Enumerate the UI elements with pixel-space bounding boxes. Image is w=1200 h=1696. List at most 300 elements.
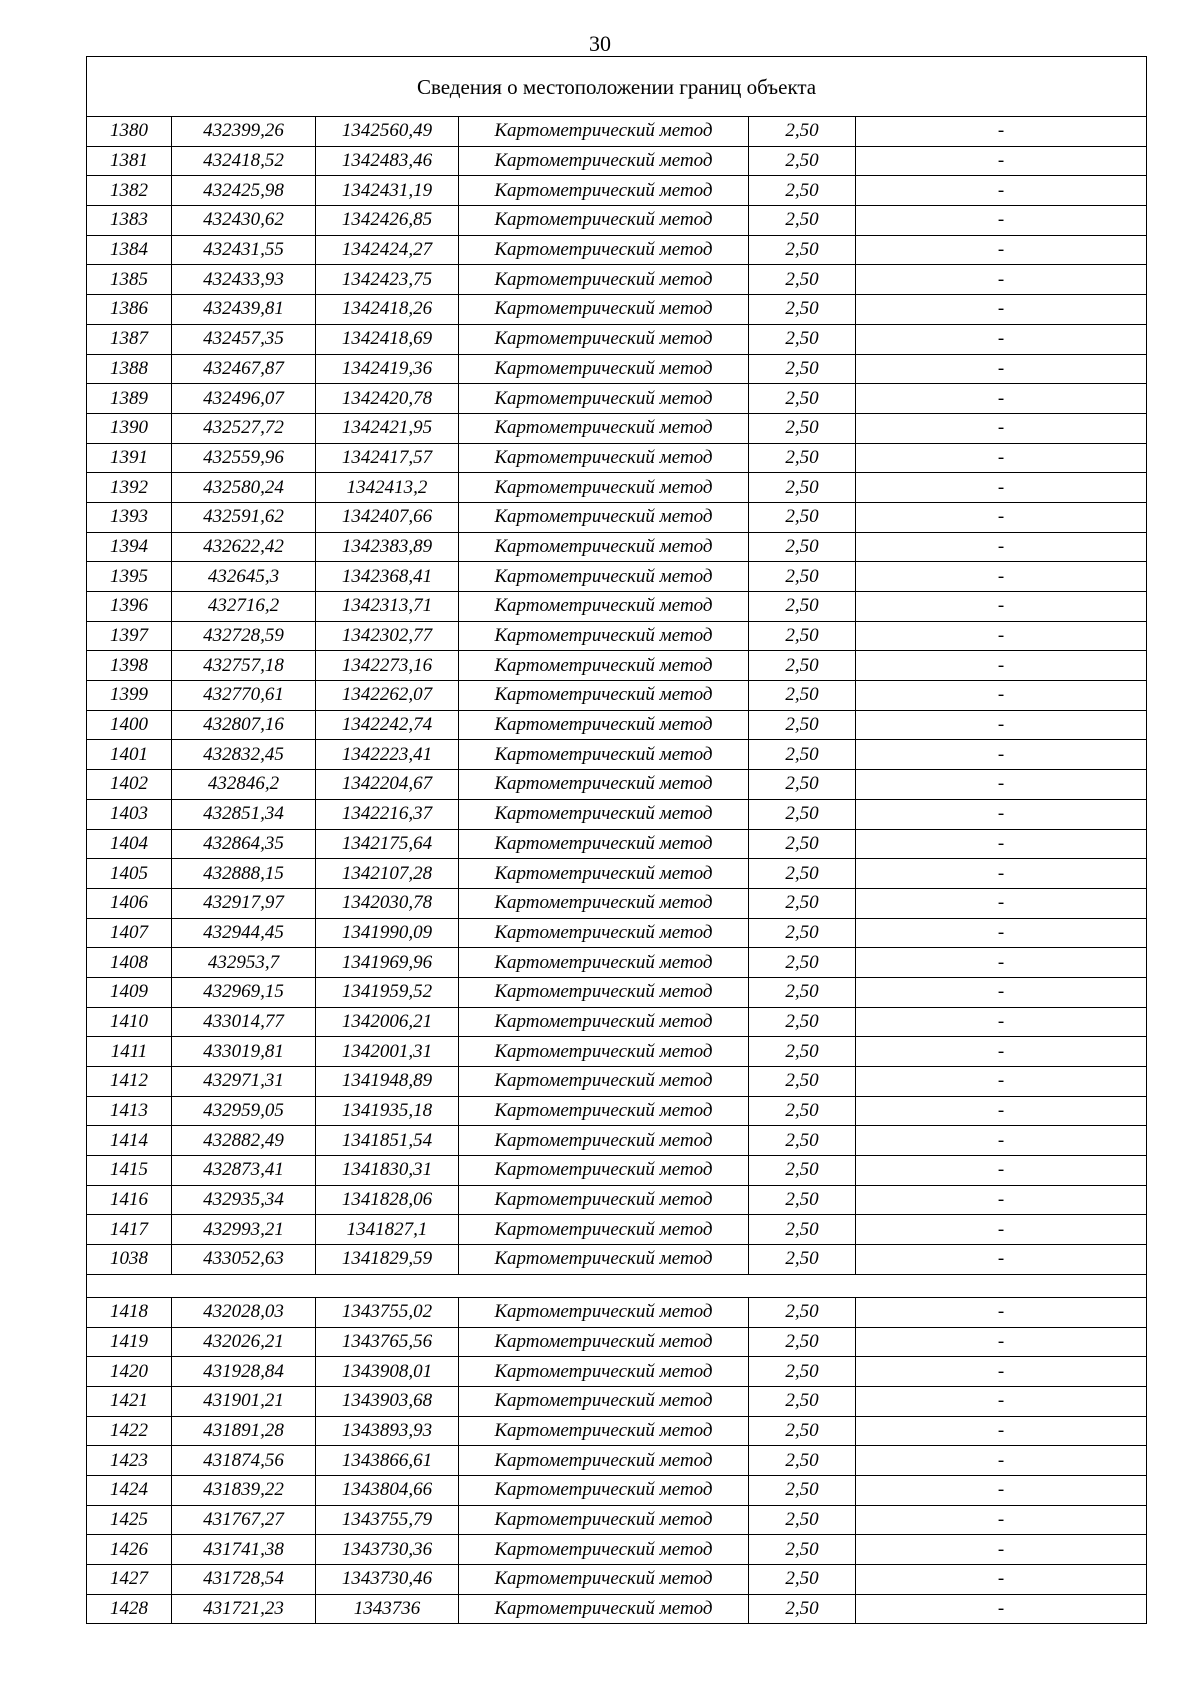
point-number-cell: 1392 (87, 473, 172, 503)
y-coordinate-cell: 1341990,09 (316, 918, 459, 948)
description-cell: - (856, 1357, 1147, 1387)
table-title: Сведения о местоположении границ объекта (87, 57, 1147, 117)
x-coordinate-cell: 432716,2 (172, 592, 316, 622)
x-coordinate-cell: 432431,55 (172, 235, 316, 265)
method-cell: Картометрический метод (459, 740, 749, 770)
accuracy-cell: 2,50 (749, 1505, 856, 1535)
x-coordinate-cell: 431767,27 (172, 1505, 316, 1535)
accuracy-cell: 2,50 (749, 829, 856, 859)
x-coordinate-cell: 431901,21 (172, 1386, 316, 1416)
description-cell: - (856, 621, 1147, 651)
method-cell: Картометрический метод (459, 176, 749, 206)
method-cell: Картометрический метод (459, 473, 749, 503)
table-row (87, 859, 1147, 889)
description-cell: - (856, 1156, 1147, 1186)
description-cell: - (856, 770, 1147, 800)
accuracy-cell: 2,50 (749, 265, 856, 295)
accuracy-cell: 2,50 (749, 1594, 856, 1624)
table-row (87, 413, 1147, 443)
x-coordinate-cell: 432832,45 (172, 740, 316, 770)
x-coordinate-cell: 433014,77 (172, 1007, 316, 1037)
method-cell: Картометрический метод (459, 1475, 749, 1505)
table-row (87, 948, 1147, 978)
description-cell: - (856, 413, 1147, 443)
accuracy-cell: 2,50 (749, 859, 856, 889)
accuracy-cell: 2,50 (749, 532, 856, 562)
point-number-cell: 1402 (87, 770, 172, 800)
x-coordinate-cell: 432559,96 (172, 443, 316, 473)
x-coordinate-cell: 432622,42 (172, 532, 316, 562)
y-coordinate-cell: 1342560,49 (316, 117, 459, 147)
point-number-cell: 1400 (87, 710, 172, 740)
accuracy-cell: 2,50 (749, 1007, 856, 1037)
y-coordinate-cell: 1342431,19 (316, 176, 459, 206)
y-coordinate-cell: 1342483,46 (316, 146, 459, 176)
description-cell: - (856, 1565, 1147, 1595)
page-number: 30 (589, 31, 611, 56)
point-number-cell: 1393 (87, 502, 172, 532)
table-row (87, 206, 1147, 236)
table-header-row (87, 57, 1147, 117)
y-coordinate-cell: 1341948,89 (316, 1067, 459, 1097)
point-number-cell: 1382 (87, 176, 172, 206)
y-coordinate-cell: 1342204,67 (316, 770, 459, 800)
boundary-coordinates-table (86, 56, 1147, 1624)
table-row (87, 1594, 1147, 1624)
method-cell: Картометрический метод (459, 1505, 749, 1535)
accuracy-cell: 2,50 (749, 384, 856, 414)
x-coordinate-cell: 431728,54 (172, 1565, 316, 1595)
table-row (87, 1245, 1147, 1275)
table-row (87, 324, 1147, 354)
description-cell: - (856, 1297, 1147, 1327)
y-coordinate-cell: 1341827,1 (316, 1215, 459, 1245)
table-row (87, 354, 1147, 384)
method-cell: Картометрический метод (459, 859, 749, 889)
table-row (87, 384, 1147, 414)
table-row (87, 1126, 1147, 1156)
point-number-cell: 1389 (87, 384, 172, 414)
method-cell: Картометрический метод (459, 888, 749, 918)
method-cell: Картометрический метод (459, 1096, 749, 1126)
method-cell: Картометрический метод (459, 918, 749, 948)
description-cell: - (856, 918, 1147, 948)
y-coordinate-cell: 1342418,69 (316, 324, 459, 354)
point-number-cell: 1385 (87, 265, 172, 295)
y-coordinate-cell: 1342413,2 (316, 473, 459, 503)
section-separator-cell (87, 1274, 1147, 1297)
table-row (87, 799, 1147, 829)
description-cell: - (856, 1594, 1147, 1624)
accuracy-cell: 2,50 (749, 562, 856, 592)
point-number-cell: 1424 (87, 1475, 172, 1505)
accuracy-cell: 2,50 (749, 1386, 856, 1416)
y-coordinate-cell: 1341959,52 (316, 977, 459, 1007)
table-row (87, 235, 1147, 265)
method-cell: Картометрический метод (459, 621, 749, 651)
accuracy-cell: 2,50 (749, 740, 856, 770)
point-number-cell: 1415 (87, 1156, 172, 1186)
y-coordinate-cell: 1342426,85 (316, 206, 459, 236)
table-row (87, 1297, 1147, 1327)
table-row (87, 1475, 1147, 1505)
table-row (87, 1446, 1147, 1476)
method-cell: Картометрический метод (459, 592, 749, 622)
y-coordinate-cell: 1341829,59 (316, 1245, 459, 1275)
y-coordinate-cell: 1341935,18 (316, 1096, 459, 1126)
method-cell: Картометрический метод (459, 977, 749, 1007)
description-cell: - (856, 1185, 1147, 1215)
x-coordinate-cell: 432807,16 (172, 710, 316, 740)
y-coordinate-cell: 1343736 (316, 1594, 459, 1624)
accuracy-cell: 2,50 (749, 651, 856, 681)
method-cell: Картометрический метод (459, 354, 749, 384)
point-number-cell: 1388 (87, 354, 172, 384)
description-cell: - (856, 562, 1147, 592)
table-row (87, 1185, 1147, 1215)
accuracy-cell: 2,50 (749, 324, 856, 354)
point-number-cell: 1422 (87, 1416, 172, 1446)
x-coordinate-cell: 432917,97 (172, 888, 316, 918)
method-cell: Картометрический метод (459, 562, 749, 592)
y-coordinate-cell: 1343765,56 (316, 1327, 459, 1357)
table-row (87, 710, 1147, 740)
table-row (87, 265, 1147, 295)
description-cell: - (856, 1327, 1147, 1357)
x-coordinate-cell: 433052,63 (172, 1245, 316, 1275)
point-number-cell: 1419 (87, 1327, 172, 1357)
accuracy-cell: 2,50 (749, 235, 856, 265)
y-coordinate-cell: 1342407,66 (316, 502, 459, 532)
y-coordinate-cell: 1343804,66 (316, 1475, 459, 1505)
y-coordinate-cell: 1342418,26 (316, 295, 459, 325)
accuracy-cell: 2,50 (749, 1067, 856, 1097)
method-cell: Картометрический метод (459, 1386, 749, 1416)
accuracy-cell: 2,50 (749, 295, 856, 325)
description-cell: - (856, 888, 1147, 918)
point-number-cell: 1418 (87, 1297, 172, 1327)
accuracy-cell: 2,50 (749, 948, 856, 978)
x-coordinate-cell: 432969,15 (172, 977, 316, 1007)
table-row (87, 651, 1147, 681)
point-number-cell: 1390 (87, 413, 172, 443)
method-cell: Картометрический метод (459, 948, 749, 978)
point-number-cell: 1410 (87, 1007, 172, 1037)
description-cell: - (856, 532, 1147, 562)
point-number-cell: 1380 (87, 117, 172, 147)
method-cell: Картометрический метод (459, 146, 749, 176)
accuracy-cell: 2,50 (749, 117, 856, 147)
y-coordinate-cell: 1342223,41 (316, 740, 459, 770)
method-cell: Картометрический метод (459, 1446, 749, 1476)
point-number-cell: 1399 (87, 681, 172, 711)
point-number-cell: 1408 (87, 948, 172, 978)
description-cell: - (856, 681, 1147, 711)
accuracy-cell: 2,50 (749, 621, 856, 651)
description-cell: - (856, 176, 1147, 206)
method-cell: Картометрический метод (459, 1007, 749, 1037)
method-cell: Картометрический метод (459, 265, 749, 295)
x-coordinate-cell: 431721,23 (172, 1594, 316, 1624)
table-row (87, 443, 1147, 473)
table-row (87, 176, 1147, 206)
description-cell: - (856, 948, 1147, 978)
y-coordinate-cell: 1342030,78 (316, 888, 459, 918)
method-cell: Картометрический метод (459, 1037, 749, 1067)
x-coordinate-cell: 432457,35 (172, 324, 316, 354)
point-number-cell: 1398 (87, 651, 172, 681)
point-number-cell: 1406 (87, 888, 172, 918)
method-cell: Картометрический метод (459, 1535, 749, 1565)
x-coordinate-cell: 433019,81 (172, 1037, 316, 1067)
method-cell: Картометрический метод (459, 443, 749, 473)
point-number-cell: 1404 (87, 829, 172, 859)
point-number-cell: 1387 (87, 324, 172, 354)
table-row (87, 1386, 1147, 1416)
accuracy-cell: 2,50 (749, 710, 856, 740)
table-row (87, 592, 1147, 622)
x-coordinate-cell: 432496,07 (172, 384, 316, 414)
y-coordinate-cell: 1341969,96 (316, 948, 459, 978)
table-row (87, 888, 1147, 918)
table-row (87, 977, 1147, 1007)
y-coordinate-cell: 1343903,68 (316, 1386, 459, 1416)
x-coordinate-cell: 432430,62 (172, 206, 316, 236)
x-coordinate-cell: 432864,35 (172, 829, 316, 859)
y-coordinate-cell: 1341851,54 (316, 1126, 459, 1156)
description-cell: - (856, 206, 1147, 236)
y-coordinate-cell: 1341830,31 (316, 1156, 459, 1186)
x-coordinate-cell: 432944,45 (172, 918, 316, 948)
y-coordinate-cell: 1342262,07 (316, 681, 459, 711)
point-number-cell: 1407 (87, 918, 172, 948)
y-coordinate-cell: 1342006,21 (316, 1007, 459, 1037)
method-cell: Картометрический метод (459, 1215, 749, 1245)
description-cell: - (856, 799, 1147, 829)
method-cell: Картометрический метод (459, 1156, 749, 1186)
method-cell: Картометрический метод (459, 1297, 749, 1327)
y-coordinate-cell: 1342273,16 (316, 651, 459, 681)
description-cell: - (856, 1067, 1147, 1097)
description-cell: - (856, 235, 1147, 265)
point-number-cell: 1396 (87, 592, 172, 622)
point-number-cell: 1428 (87, 1594, 172, 1624)
accuracy-cell: 2,50 (749, 502, 856, 532)
point-number-cell: 1427 (87, 1565, 172, 1595)
x-coordinate-cell: 432425,98 (172, 176, 316, 206)
method-cell: Картометрический метод (459, 502, 749, 532)
point-number-cell: 1391 (87, 443, 172, 473)
y-coordinate-cell: 1343730,46 (316, 1565, 459, 1595)
y-coordinate-cell: 1342383,89 (316, 532, 459, 562)
table-row (87, 562, 1147, 592)
method-cell: Картометрический метод (459, 384, 749, 414)
y-coordinate-cell: 1342216,37 (316, 799, 459, 829)
accuracy-cell: 2,50 (749, 1327, 856, 1357)
section-separator-row (87, 1274, 1147, 1297)
point-number-cell: 1395 (87, 562, 172, 592)
accuracy-cell: 2,50 (749, 1565, 856, 1595)
description-cell: - (856, 117, 1147, 147)
description-cell: - (856, 1245, 1147, 1275)
description-cell: - (856, 265, 1147, 295)
y-coordinate-cell: 1342313,71 (316, 592, 459, 622)
method-cell: Картометрический метод (459, 324, 749, 354)
x-coordinate-cell: 432770,61 (172, 681, 316, 711)
y-coordinate-cell: 1343730,36 (316, 1535, 459, 1565)
method-cell: Картометрический метод (459, 1185, 749, 1215)
table-row (87, 1416, 1147, 1446)
accuracy-cell: 2,50 (749, 1215, 856, 1245)
x-coordinate-cell: 432028,03 (172, 1297, 316, 1327)
table-row (87, 918, 1147, 948)
accuracy-cell: 2,50 (749, 1357, 856, 1387)
y-coordinate-cell: 1342417,57 (316, 443, 459, 473)
description-cell: - (856, 1096, 1147, 1126)
y-coordinate-cell: 1342421,95 (316, 413, 459, 443)
description-cell: - (856, 1386, 1147, 1416)
y-coordinate-cell: 1342001,31 (316, 1037, 459, 1067)
x-coordinate-cell: 432757,18 (172, 651, 316, 681)
description-cell: - (856, 740, 1147, 770)
y-coordinate-cell: 1343755,02 (316, 1297, 459, 1327)
description-cell: - (856, 977, 1147, 1007)
x-coordinate-cell: 432026,21 (172, 1327, 316, 1357)
table-row (87, 502, 1147, 532)
point-number-cell: 1386 (87, 295, 172, 325)
method-cell: Картометрический метод (459, 1416, 749, 1446)
point-number-cell: 1381 (87, 146, 172, 176)
table-row (87, 1037, 1147, 1067)
description-cell: - (856, 1416, 1147, 1446)
point-number-cell: 1417 (87, 1215, 172, 1245)
description-cell: - (856, 146, 1147, 176)
table-row (87, 1535, 1147, 1565)
accuracy-cell: 2,50 (749, 1156, 856, 1186)
table-row (87, 1067, 1147, 1097)
table-row (87, 829, 1147, 859)
method-cell: Картометрический метод (459, 1357, 749, 1387)
accuracy-cell: 2,50 (749, 1245, 856, 1275)
x-coordinate-cell: 432882,49 (172, 1126, 316, 1156)
description-cell: - (856, 502, 1147, 532)
point-number-cell: 1383 (87, 206, 172, 236)
description-cell: - (856, 1126, 1147, 1156)
x-coordinate-cell: 432953,7 (172, 948, 316, 978)
method-cell: Картометрический метод (459, 770, 749, 800)
x-coordinate-cell: 432935,34 (172, 1185, 316, 1215)
point-number-cell: 1405 (87, 859, 172, 889)
accuracy-cell: 2,50 (749, 443, 856, 473)
method-cell: Картометрический метод (459, 829, 749, 859)
accuracy-cell: 2,50 (749, 592, 856, 622)
accuracy-cell: 2,50 (749, 770, 856, 800)
x-coordinate-cell: 432873,41 (172, 1156, 316, 1186)
table-row (87, 740, 1147, 770)
y-coordinate-cell: 1342419,36 (316, 354, 459, 384)
table-row (87, 1007, 1147, 1037)
x-coordinate-cell: 432645,3 (172, 562, 316, 592)
method-cell: Картометрический метод (459, 413, 749, 443)
accuracy-cell: 2,50 (749, 888, 856, 918)
accuracy-cell: 2,50 (749, 681, 856, 711)
point-number-cell: 1420 (87, 1357, 172, 1387)
table-row (87, 1215, 1147, 1245)
point-number-cell: 1412 (87, 1067, 172, 1097)
y-coordinate-cell: 1343908,01 (316, 1357, 459, 1387)
accuracy-cell: 2,50 (749, 1416, 856, 1446)
method-cell: Картометрический метод (459, 1126, 749, 1156)
table-row (87, 1096, 1147, 1126)
accuracy-cell: 2,50 (749, 1126, 856, 1156)
table-row (87, 681, 1147, 711)
point-number-cell: 1397 (87, 621, 172, 651)
method-cell: Картометрический метод (459, 799, 749, 829)
y-coordinate-cell: 1342175,64 (316, 829, 459, 859)
x-coordinate-cell: 432580,24 (172, 473, 316, 503)
x-coordinate-cell: 432439,81 (172, 295, 316, 325)
method-cell: Картометрический метод (459, 651, 749, 681)
y-coordinate-cell: 1342420,78 (316, 384, 459, 414)
accuracy-cell: 2,50 (749, 473, 856, 503)
method-cell: Картометрический метод (459, 1565, 749, 1595)
method-cell: Картометрический метод (459, 295, 749, 325)
point-number-cell: 1384 (87, 235, 172, 265)
description-cell: - (856, 1446, 1147, 1476)
x-coordinate-cell: 431741,38 (172, 1535, 316, 1565)
accuracy-cell: 2,50 (749, 799, 856, 829)
x-coordinate-cell: 431874,56 (172, 1446, 316, 1476)
x-coordinate-cell: 432959,05 (172, 1096, 316, 1126)
description-cell: - (856, 1007, 1147, 1037)
x-coordinate-cell: 432846,2 (172, 770, 316, 800)
table-row (87, 295, 1147, 325)
point-number-cell: 1421 (87, 1386, 172, 1416)
description-cell: - (856, 354, 1147, 384)
accuracy-cell: 2,50 (749, 176, 856, 206)
description-cell: - (856, 1535, 1147, 1565)
x-coordinate-cell: 432971,31 (172, 1067, 316, 1097)
table-row (87, 117, 1147, 147)
accuracy-cell: 2,50 (749, 977, 856, 1007)
point-number-cell: 1423 (87, 1446, 172, 1476)
method-cell: Картометрический метод (459, 1245, 749, 1275)
description-cell: - (856, 443, 1147, 473)
point-number-cell: 1409 (87, 977, 172, 1007)
method-cell: Картометрический метод (459, 1594, 749, 1624)
x-coordinate-cell: 431928,84 (172, 1357, 316, 1387)
x-coordinate-cell: 432591,62 (172, 502, 316, 532)
table-row (87, 1505, 1147, 1535)
accuracy-cell: 2,50 (749, 1185, 856, 1215)
method-cell: Картометрический метод (459, 1067, 749, 1097)
description-cell: - (856, 829, 1147, 859)
method-cell: Картометрический метод (459, 1327, 749, 1357)
accuracy-cell: 2,50 (749, 1096, 856, 1126)
x-coordinate-cell: 432888,15 (172, 859, 316, 889)
table-row (87, 770, 1147, 800)
description-cell: - (856, 384, 1147, 414)
method-cell: Картометрический метод (459, 206, 749, 236)
x-coordinate-cell: 432728,59 (172, 621, 316, 651)
x-coordinate-cell: 432433,93 (172, 265, 316, 295)
table-body (87, 57, 1147, 1624)
point-number-cell: 1038 (87, 1245, 172, 1275)
x-coordinate-cell: 432527,72 (172, 413, 316, 443)
x-coordinate-cell: 431839,22 (172, 1475, 316, 1505)
accuracy-cell: 2,50 (749, 1297, 856, 1327)
x-coordinate-cell: 432851,34 (172, 799, 316, 829)
